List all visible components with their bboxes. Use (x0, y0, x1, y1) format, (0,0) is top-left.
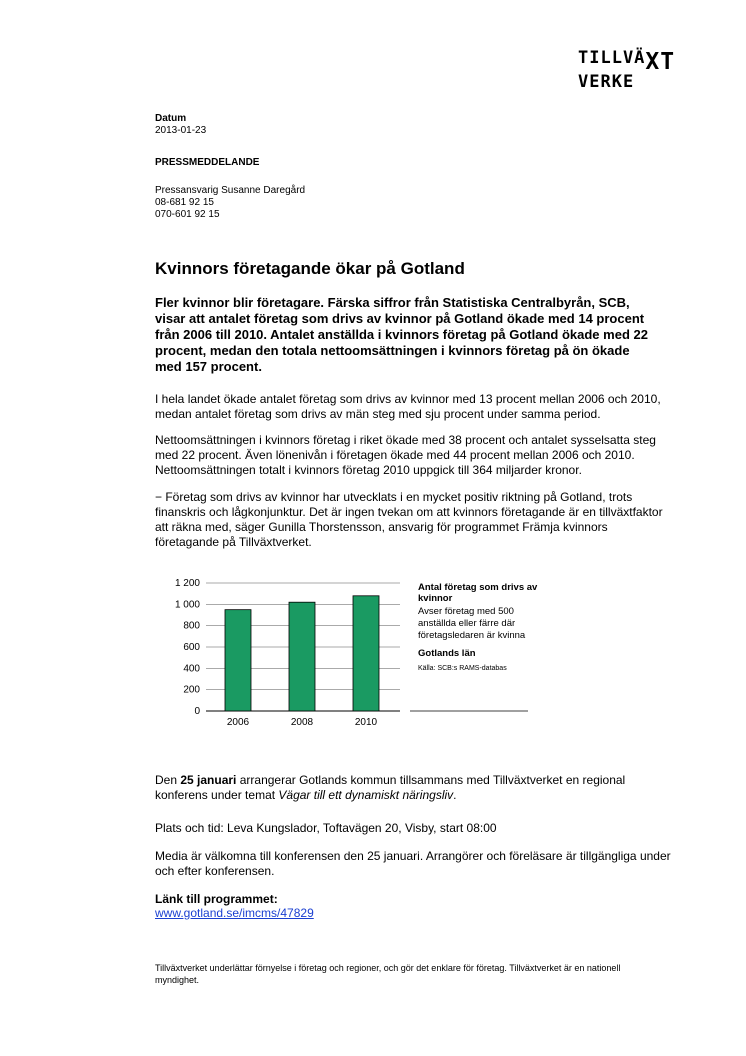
x-tick-label: 2006 (226, 717, 250, 728)
y-tick-label: 200 (183, 684, 200, 696)
date-value: 2013-01-23 (155, 125, 207, 136)
paragraph-3: − Företag som drivs av kvinnor har utvecklats i en mycket positiv riktning på Gotland, trots finanskris och lågkonjunktur. Det är ingen tvekan om att kvinnors företagande är en tillväxtfaktor att räkna med, säger Gunilla Thorstensson, ansvarig för programmet Främja kvinnors företagande på Tillväxtverket. (155, 490, 663, 549)
chart-legend (418, 582, 538, 673)
paragraph-4-date: 25 januari (180, 773, 237, 787)
y-tick-label: 1 200 (174, 578, 200, 589)
program-link[interactable]: www.gotland.se/imcms/47829 (155, 906, 314, 920)
chart-title: Antal företag som drivs av kvinnor (418, 582, 538, 604)
link-label: Länk till programmet: (155, 892, 278, 906)
paragraph-4-mid: arrangerar Gotlands kommun tillsammans med Tillväxtverket en regional konferens under temat (155, 773, 626, 802)
paragraph-6: Media är välkomna till konferensen den 25 januari. Arrangörer och föreläsare är tillgängliga under och efter konferensen. (155, 849, 671, 878)
chart-x-tick-labels (227, 717, 378, 728)
press-phone-1: 08-681 92 15 (155, 197, 214, 208)
paragraph-1: I hela landet ökade antalet företag som drivs av kvinnor med 13 procent mellan 2006 och 2010, medan antalet företag som drivs av män steg med sju procent under samma period. (155, 392, 661, 421)
document-type: PRESSMEDDELANDE (155, 157, 260, 168)
y-tick-label: 1 000 (174, 599, 200, 611)
chart-note: Avser företag med 500 anställda eller färre där företagsledaren är kvinna (418, 606, 526, 641)
paragraph-4 (155, 773, 675, 803)
press-contact: Pressansvarig Susanne Daregård (155, 185, 306, 196)
x-tick-label: 2010 (354, 717, 378, 728)
lead-paragraph: Fler kvinnor blir företagare. Färska siffror från Statistiska Centralbyrån, SCB, visar att antalet företag som drivs av kvinnor på Gotland ökade med 14 procent från 2006 till 2010. Antalet anställda i kvinnors företag på Gotland ökade med 22 procent, medan den totala nettoomsättningen i kvinnors företag på ön ökade med 157 procent. (155, 295, 648, 374)
y-tick-label: 0 (194, 706, 200, 717)
x-tick-label: 2008 (290, 717, 314, 728)
paragraph-4-pre: Den (155, 773, 181, 787)
paragraph-2: Nettoomsättningen i kvinnors företag i riket ökade med 38 procent och antalet sysselsatta steg med 22 procent. Även lönenivån i företagen ökade med 44 procent mellan 2006 och 2010. Nettoomsättningen totalt i kvinnors företag 2010 uppgick till 364 miljarder kronor. (155, 433, 656, 477)
paragraph-5: Plats och tid: Leva Kungslador, Toftavägen 20, Visby, start 08:00 (155, 821, 497, 835)
y-tick-label: 600 (183, 642, 200, 653)
footer-text: Tillväxtverket underlättar förnyelse i företag och regioner, och gör det enklare för företag. Tillväxtverket är en nationell myndighet. (155, 963, 621, 985)
chart-y-tick-labels (175, 578, 200, 717)
press-phone-2: 070-601 92 15 (155, 209, 220, 220)
chart-source: Källa: SCB:s RAMS-databas (418, 665, 507, 672)
y-tick-label: 400 (183, 663, 200, 675)
y-tick-label: 800 (183, 620, 200, 632)
chart-bars (225, 596, 379, 711)
bar-2008 (289, 602, 315, 711)
logo-line1: TILLVÄXT (578, 48, 676, 75)
paragraph-4-end: . (453, 788, 457, 802)
bar-2010 (353, 596, 379, 711)
logo-line2: VERKE (578, 72, 635, 92)
paragraph-4-theme: Vägar till ett dynamiskt näringsliv (278, 788, 454, 802)
page-title: Kvinnors företagande ökar på Gotland (155, 259, 465, 278)
chart-region: Gotlands län (418, 648, 476, 659)
bar-2006 (225, 610, 251, 711)
date-label: Datum (155, 113, 187, 124)
